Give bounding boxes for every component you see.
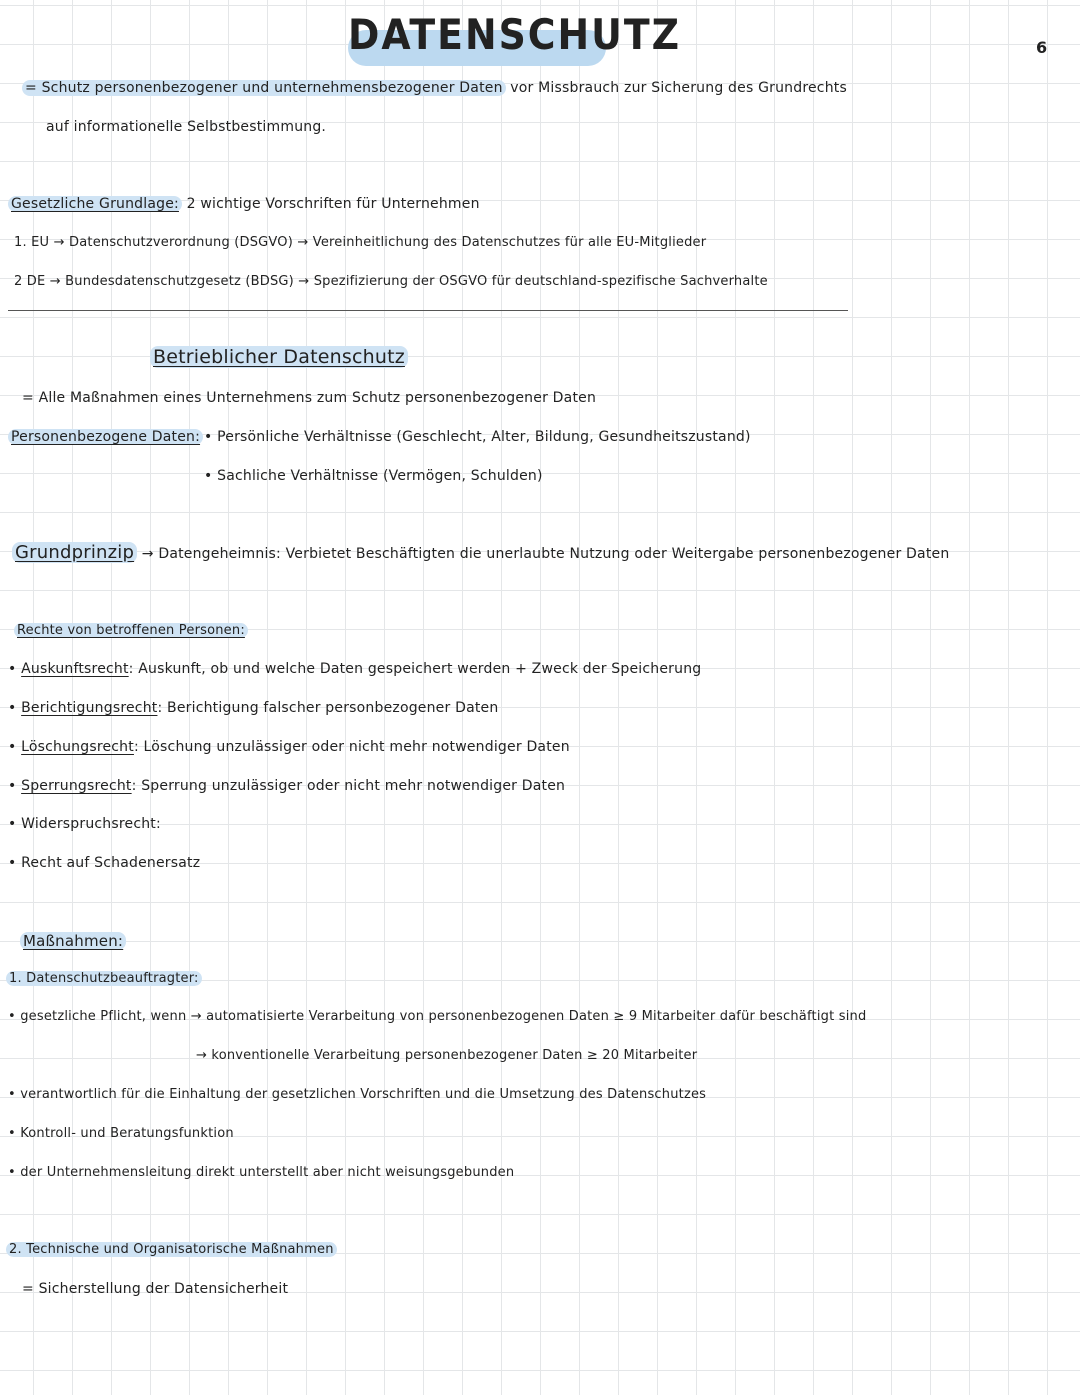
personal-data-label <box>8 429 203 445</box>
right-name: Löschungsrecht <box>21 739 134 755</box>
principle-line <box>12 542 949 563</box>
legal-basis-line <box>8 196 480 212</box>
personal-data-item-2: • Sachliche Verhältnisse (Vermögen, Schulden) <box>204 468 543 484</box>
legal-basis-text: 2 wichtige Vorschriften für Unternehmen <box>186 196 480 212</box>
personal-data-item-1: • Persönliche Verhältnisse (Geschlecht, Alter, Bildung, Gesundheitszustand) <box>204 429 751 445</box>
rights-item: • Auskunftsrecht: Auskunft, ob und welche Daten gespeichert werden + Zweck der Speicherung <box>8 661 702 677</box>
intro-highlight: = Schutz personenbezogener und unternehmensbezogener Daten <box>22 80 506 96</box>
right-sep: : <box>156 816 161 832</box>
personal-data-label-text: Personenbezogene Daten: <box>8 429 203 445</box>
right-name: Berichtigungsrecht <box>21 700 158 716</box>
measures-heading-text: Maßnahmen: <box>20 932 126 950</box>
officer-label-text: 1. Datenschutzbeauftragter: <box>6 971 202 986</box>
right-sep: : <box>157 700 163 716</box>
company-definition: = Alle Maßnahmen eines Unternehmens zum Schutz personenbezogener Daten <box>22 390 597 406</box>
principle-text: → Datengeheimnis: Verbietet Beschäftigten die unerlaubte Nutzung oder Weitergabe personenbezogener Daten <box>141 546 950 562</box>
right-name: Auskunftsrecht <box>21 661 129 677</box>
tech-measures-line: = Sicherstellung der Datensicherheit <box>22 1281 289 1297</box>
legal-basis-item-1: 1. EU → Datenschutzverordnung (DSGVO) → Vereinheitlichung des Datenschutzes für alle EU-Mitglieder <box>14 235 707 250</box>
section-heading-company <box>150 346 408 368</box>
officer-line-5: • der Unternehmensleitung direkt unterstellt aber nicht weisungsgebunden <box>8 1165 515 1180</box>
intro-line-1 <box>22 80 847 96</box>
rights-item: • Löschungsrecht: Löschung unzulässiger oder nicht mehr notwendiger Daten <box>8 739 570 755</box>
legal-basis-item-2: 2 DE → Bundesdatenschutzgesetz (BDSG) → Spezifizierung der OSGVO für deutschland-spezifische Sachverhalte <box>14 274 768 289</box>
rights-heading-text: Rechte von betroffenen Personen: <box>14 623 248 638</box>
section-divider <box>8 310 848 311</box>
rights-heading <box>14 623 248 638</box>
measures-heading <box>20 932 126 950</box>
page-title <box>348 10 681 59</box>
right-desc: Auskunft, ob und welche Daten gespeichert werden + Zweck der Speicherung <box>138 661 702 677</box>
right-desc: Sperrung unzulässiger oder nicht mehr notwendiger Daten <box>141 778 566 794</box>
company-heading-text: Betrieblicher Datenschutz <box>150 346 408 368</box>
tech-measures-label-text: 2. Technische und Organisatorische Maßnahmen <box>6 1242 337 1257</box>
right-name: Recht auf Schadenersatz <box>21 855 201 871</box>
officer-line-4: • Kontroll- und Beratungsfunktion <box>8 1126 234 1141</box>
intro-line-2: auf informationelle Selbstbestimmung. <box>46 119 327 135</box>
right-sep: : <box>133 739 139 755</box>
right-desc: Berichtigung falscher personbezogener Daten <box>167 700 499 716</box>
rights-item: • Recht auf Schadenersatz <box>8 855 201 871</box>
rights-item: • Widerspruchsrecht: <box>8 816 161 832</box>
rights-item: • Berichtigungsrecht: Berichtigung falscher personbezogener Daten <box>8 700 499 716</box>
right-sep: : <box>128 661 134 677</box>
officer-line-2: → konventionelle Verarbeitung personenbezogener Daten ≥ 20 Mitarbeiter <box>196 1048 698 1063</box>
right-desc: Löschung unzulässiger oder nicht mehr notwendiger Daten <box>143 739 570 755</box>
principle-label: Grundprinzip <box>12 542 137 563</box>
officer-line-1: • gesetzliche Pflicht, wenn → automatisierte Verarbeitung von personenbezogenen Daten ≥ 9 Mitarbeiter dafür beschäftigt sind <box>8 1009 867 1024</box>
right-sep: : <box>131 778 137 794</box>
right-name: Sperrungsrecht <box>21 778 132 794</box>
officer-line-3: • verantwortlich für die Einhaltung der gesetzlichen Vorschriften und die Umsetzung des Datenschutzes <box>8 1087 707 1102</box>
officer-label <box>6 971 202 986</box>
rights-item: • Sperrungsrecht: Sperrung unzulässiger oder nicht mehr notwendiger Daten <box>8 778 566 794</box>
page-number: 6 <box>1036 38 1048 57</box>
tech-measures-label <box>6 1242 337 1257</box>
legal-basis-label: Gesetzliche Grundlage: <box>8 196 182 212</box>
right-name: Widerspruchsrecht <box>21 816 156 832</box>
intro-line-1-rest: vor Missbrauch zur Sicherung des Grundrechts <box>510 80 847 96</box>
title-text: DATENSCHUTZ <box>348 10 682 59</box>
